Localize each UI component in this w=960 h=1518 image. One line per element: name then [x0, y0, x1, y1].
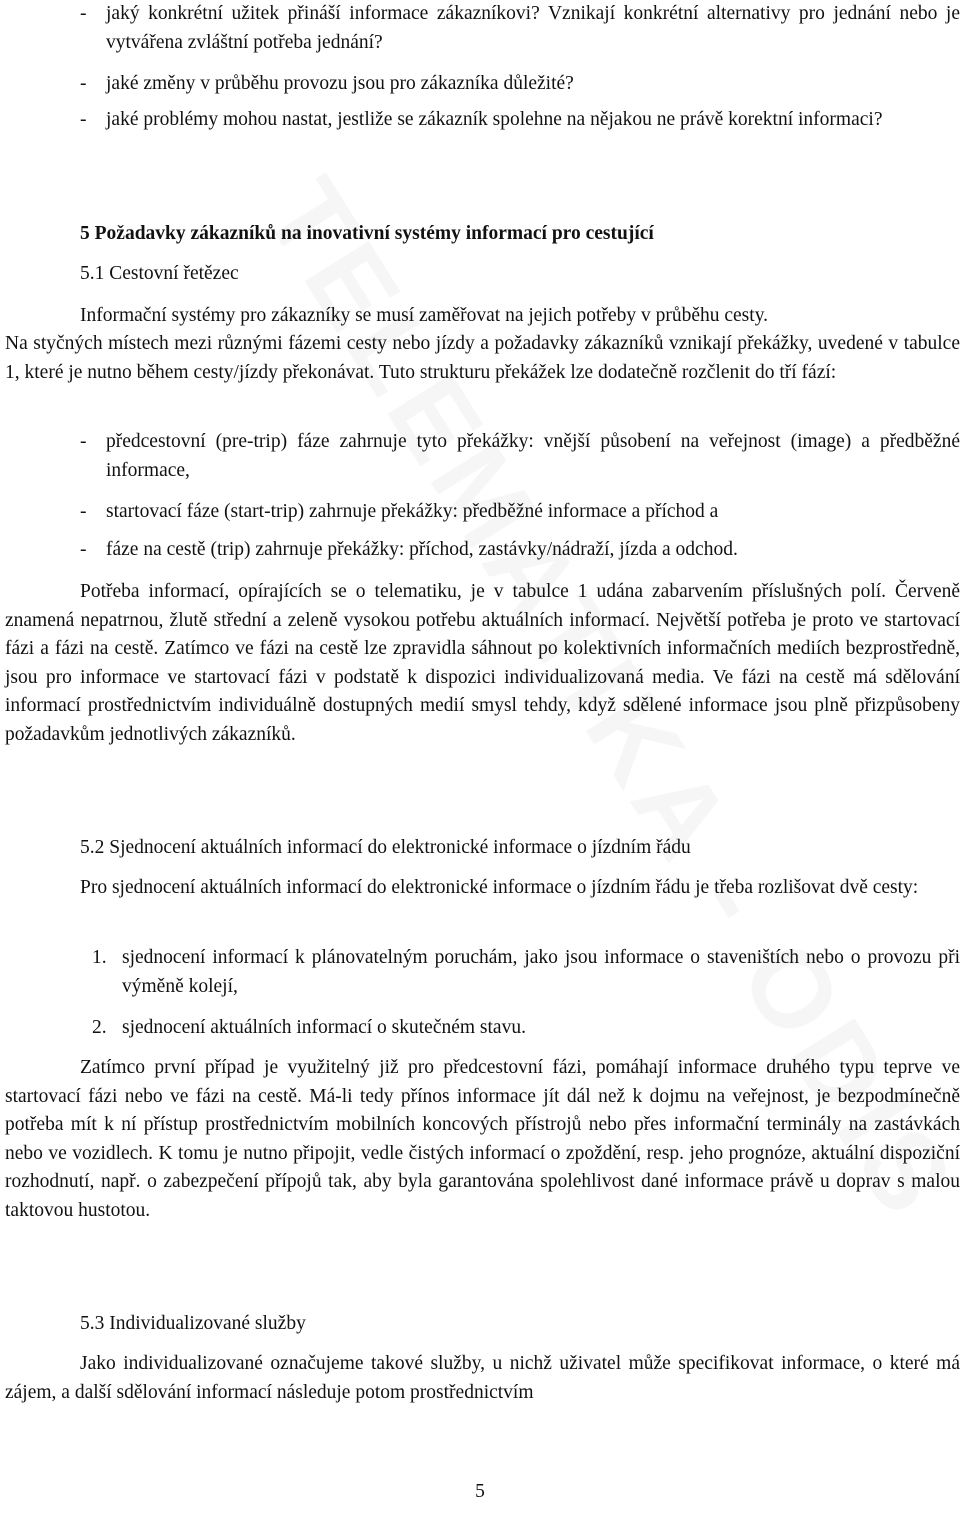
- list-dash: -: [80, 431, 87, 452]
- paragraph-first-line: Informační systémy pro zákazníky se musí zaměřovat na jejich potřeby v průběhu cesty.: [80, 305, 769, 326]
- item-text: sjednocení aktuálních informací o skutečném stavu.: [122, 1017, 526, 1038]
- item-text: sjednocení informací k plánovatelným poruchám, jako jsou informace o staveništích nebo o provozu při výměně kolejí,: [122, 947, 960, 997]
- paragraph: Jako individualizované označujeme takové služby, u nichž uživatel může specifikovat informace, o které má zájem, a další sdělování informací následuje potom prostřednictvím: [5, 1353, 960, 1403]
- list-dash: -: [80, 109, 87, 130]
- list-item: [80, 536, 960, 565]
- list-item-text: startovací fáze (start-trip) zahrnuje překážky: předběžné informace a příchod a: [106, 501, 719, 522]
- item-number: 1.: [92, 947, 107, 968]
- page-number: 5: [475, 1481, 485, 1502]
- paragraph: Pro sjednocení aktuálních informací do elektronické informace o jízdním řádu je třeba rozlišovat dvě cesty:: [80, 877, 919, 898]
- list-item-text: předcestovní (pre-trip) fáze zahrnuje tyto překážky: vnější působení na veřejnost (image) a předběžné informace,: [106, 431, 960, 481]
- list-item: [80, 0, 960, 57]
- list-item-text: fáze na cestě (trip) zahrnuje překážky: příchod, zastávky/nádraží, jízda a odchod.: [106, 539, 738, 560]
- list-item-text: jaký konkrétní užitek přináší informace zákazníkovi? Vznikají konkrétní alternativy pro jednání nebo je vytvářena zvláštní potřeba jednání?: [106, 3, 960, 53]
- subsection-heading: 5.1 Cestovní řetězec: [80, 263, 239, 284]
- list-dash: -: [80, 3, 87, 24]
- paragraph: Potřeba informací, opírajících se o telematiku, je v tabulce 1 udána zabarvením příslušných polí. Červeně znamená nepatrnou, žlutě střední a zeleně vysokou potřebu aktuálních informací. Největší potřeba je proto ve startovací fázi a fázi na cestě. Zatímco ve fázi na cestě lze zpravidla sáhnout po kolektivních informačních mediích bezprostředně, jsou pro informace ve startovací fázi v podstatě k dispozici individualizovaná media. Ve fázi na cestě má sdělování informací prostřednictvím individuálně dostupných medií smysl tehdy, když sdělené informace jsou plně přizpůsobeny požadavkům jednotlivých zákazníků.: [5, 581, 960, 745]
- list-dash: -: [80, 73, 87, 94]
- section-heading: 5 Požadavky zákazníků na inovativní systémy informací pro cestující: [80, 223, 654, 244]
- list-item: [80, 70, 960, 99]
- subsection-heading: 5.3 Individualizované služby: [80, 1313, 306, 1334]
- list-dash: -: [80, 539, 87, 560]
- list-item: [80, 498, 960, 527]
- paragraph: Na styčných místech mezi různými fázemi cesty nebo jízdy a požadavky zákazníků vznikají překážky, uvedené v tabulce 1, které je nutno během cesty/jízdy překonávat. Tuto strukturu překážek lze dodatečně rozčlenit do tří fází:: [5, 333, 960, 383]
- numbered-item: [80, 1014, 960, 1043]
- list-item-text: jaké změny v průběhu provozu jsou pro zákazníka důležité?: [106, 73, 574, 94]
- list-item: [80, 428, 960, 485]
- list-dash: -: [80, 501, 87, 522]
- list-item-text: jaké problémy mohou nastat, jestliže se zákazník spolehne na nějakou ne právě korektní informaci?: [106, 109, 883, 130]
- item-number: 2.: [92, 1017, 107, 1038]
- subsection-heading: 5.2 Sjednocení aktuálních informací do elektronické informace o jízdním řádu: [80, 837, 691, 858]
- paragraph: Zatímco první případ je využitelný již pro předcestovní fázi, pomáhají informace druhého typu teprve ve startovací fázi nebo ve fázi na cestě. Má-li tedy přínos informace jít dál než k dojmu na veřejnost, je bezpodmínečně potřeba mít k ní přístup prostřednictvím mobilních koncových přístrojů nebo přes informační terminály na zastávkách nebo ve vozidlech. K tomu je nutno připojit, vedle čistých informací o zpoždění, resp. jeho prognóze, aktuální dispoziční rozhodnutí, např. o zabezpečení přípojů tak, aby byla garantována spolehlivost dané informace právě u doprav s malou taktovou hustotou.: [5, 1057, 960, 1221]
- list-item: [80, 106, 960, 135]
- numbered-item: [80, 944, 960, 1001]
